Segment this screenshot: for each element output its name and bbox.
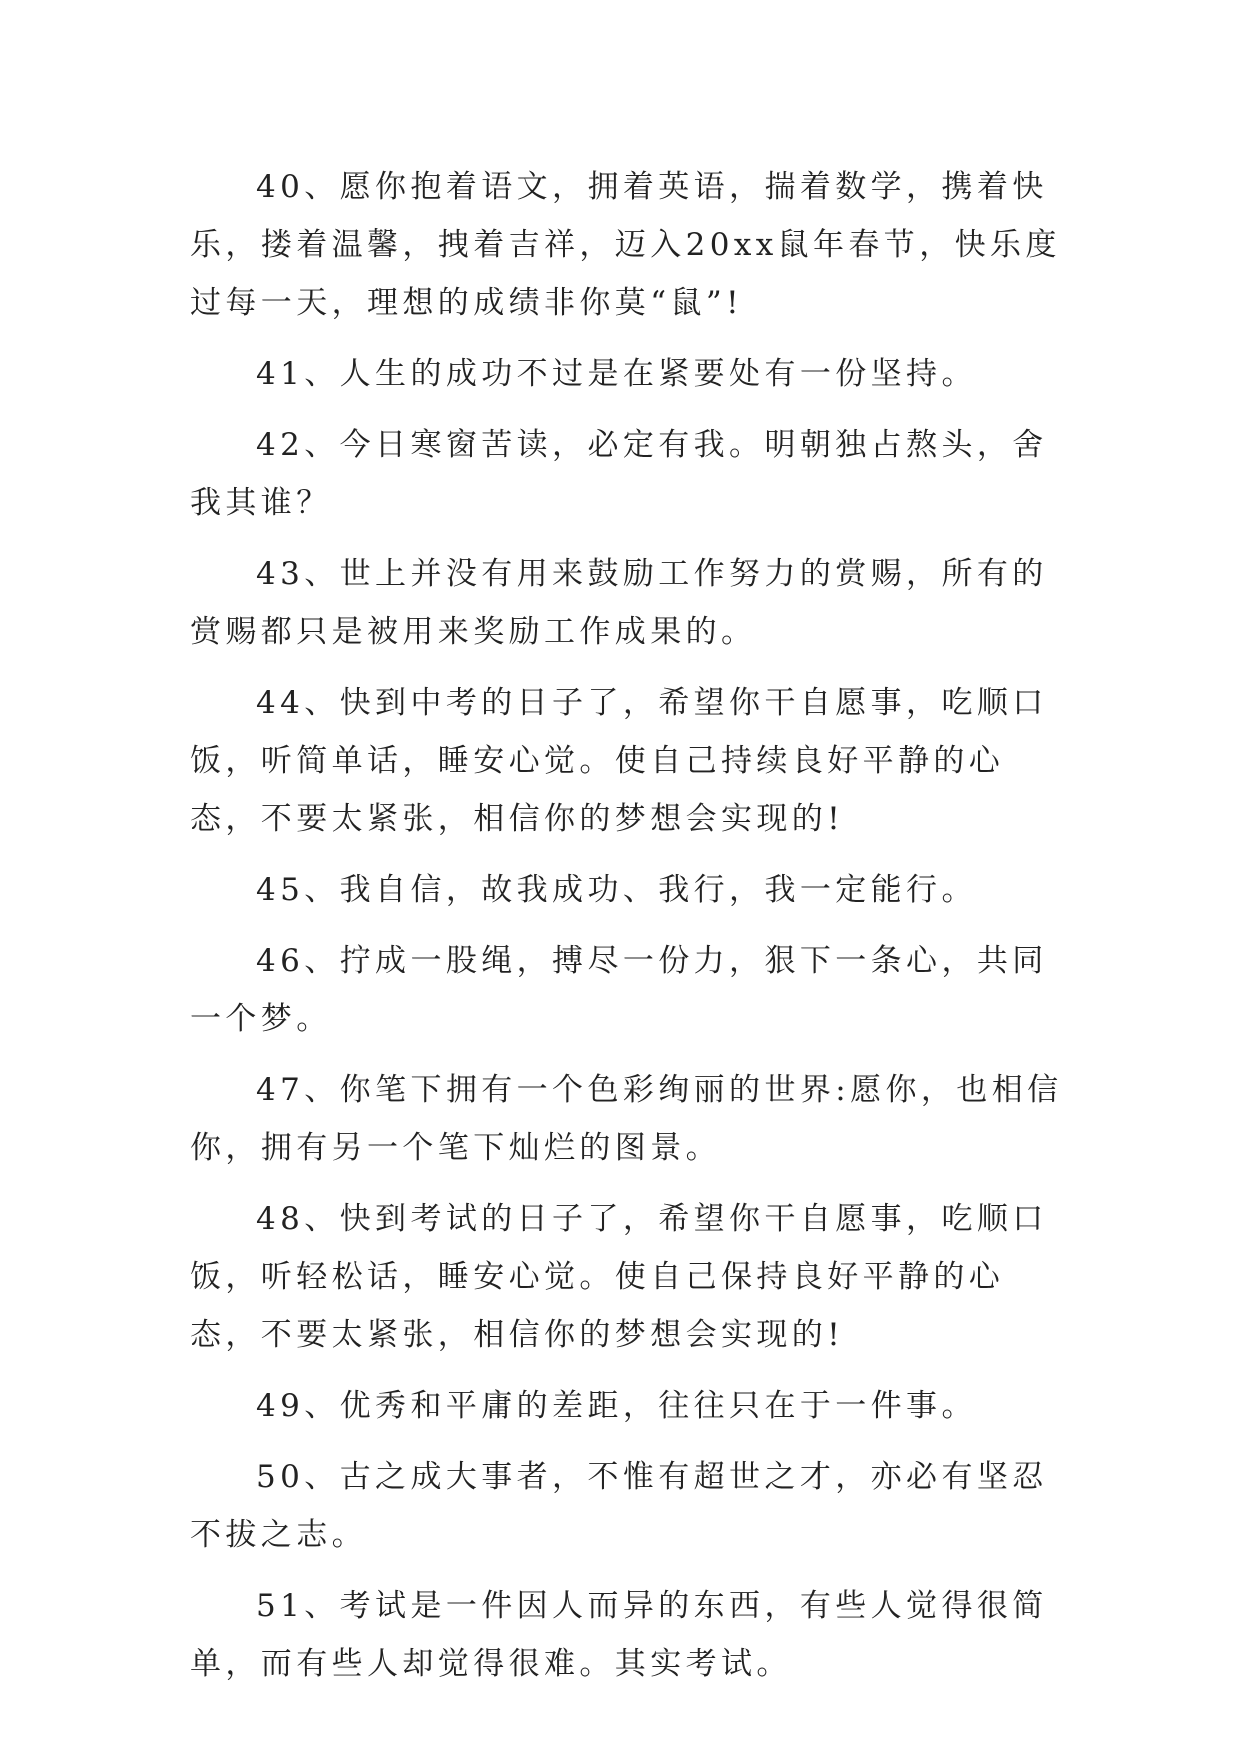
paragraph-46: 46、拧成一股绳，搏尽一份力，狠下一条心，共同一个梦。 <box>190 943 1048 1037</box>
paragraph-43: 43、世上并没有用来鼓励工作努力的赏赐，所有的赏赐都只是被用来奖励工作成果的。 <box>190 556 1048 650</box>
paragraph-44: 44、快到中考的日子了，希望你干自愿事，吃顺口饭，听简单话，睡安心觉。使自己持续良好平静的心态，不要太紧张，相信你的梦想会实现的! <box>190 685 1048 837</box>
paragraph-51: 51、考试是一件因人而异的东西，有些人觉得很简单，而有些人却觉得很难。其实考试。 <box>190 1588 1048 1682</box>
paragraph-48: 48、快到考试的日子了，希望你干自愿事，吃顺口饭，听轻松话，睡安心觉。使自己保持良好平静的心态，不要太紧张，相信你的梦想会实现的! <box>190 1201 1048 1353</box>
document-body <box>190 158 1070 1706</box>
paragraph-42: 42、今日寒窗苦读，必定有我。明朝独占熬头，舍我其谁？ <box>190 427 1048 521</box>
paragraph-45: 45、我自信，故我成功、我行，我一定能行。 <box>256 872 977 908</box>
paragraph-50: 50、古之成大事者，不惟有超世之才，亦必有坚忍不拔之志。 <box>190 1459 1048 1553</box>
paragraph-49: 49、优秀和平庸的差距，往往只在于一件事。 <box>256 1388 977 1424</box>
paragraph-40: 40、愿你抱着语文，拥着英语，揣着数学，携着快乐，搂着温馨，拽着吉祥，迈入20xx鼠年春节，快乐度过每一天，理想的成绩非你莫“鼠”! <box>190 169 1061 321</box>
paragraph-41: 41、人生的成功不过是在紧要处有一份坚持。 <box>256 356 977 392</box>
paragraph-47: 47、你笔下拥有一个色彩绚丽的世界:愿你，也相信你，拥有另一个笔下灿烂的图景。 <box>190 1072 1063 1166</box>
